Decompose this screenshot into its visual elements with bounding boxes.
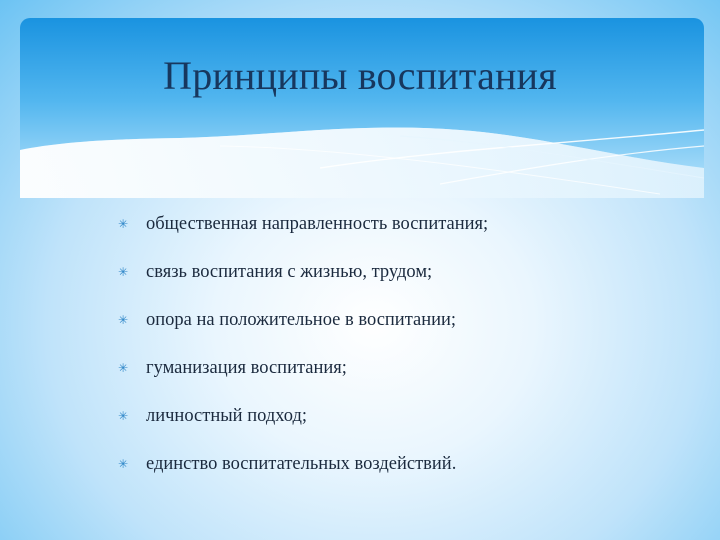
slide-title: Принципы воспитания (163, 53, 557, 98)
list-item-text: личностный подход; (146, 405, 308, 426)
list-item-text: опора на положительное в воспитании; (146, 309, 457, 330)
asterisk-bullet-icon: ✳ (118, 409, 129, 423)
asterisk-bullet-icon: ✳ (118, 313, 129, 327)
header-wave-graphic (20, 18, 704, 198)
list-item (118, 392, 678, 440)
list-item (118, 200, 678, 248)
asterisk-bullet-icon: ✳ (118, 457, 129, 471)
principles-list (118, 200, 678, 488)
list-item-text: общественная направленность воспитания; (146, 213, 489, 234)
list-item-text: гуманизация воспитания; (146, 357, 347, 378)
list-item-text: единство воспитательных воздействий. (146, 453, 457, 474)
list-item-text: связь воспитания с жизнью, трудом; (146, 261, 433, 282)
header-wave-band (20, 18, 704, 198)
list-item (118, 296, 678, 344)
list-item (118, 440, 678, 488)
asterisk-bullet-icon: ✳ (118, 361, 129, 375)
asterisk-bullet-icon: ✳ (118, 217, 129, 231)
asterisk-bullet-icon: ✳ (118, 265, 129, 279)
list-item (118, 344, 678, 392)
list-item (118, 248, 678, 296)
